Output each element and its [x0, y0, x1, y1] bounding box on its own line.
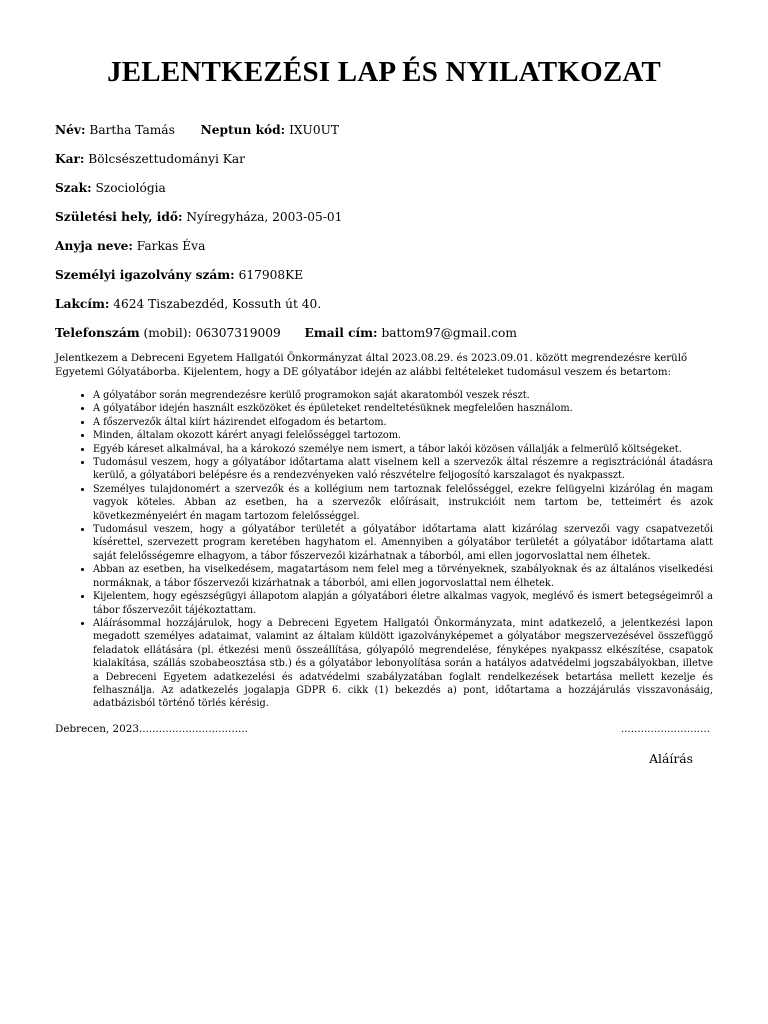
rule-item: • A gólyatábor idején használt eszközöket és épületeket rendeltetésüknek megfelelően használom.: [93, 402, 713, 415]
rules-list: [55, 389, 713, 711]
mother-label: Anyja neve:: [55, 239, 133, 253]
signature-line: ...........................: [620, 723, 710, 735]
rule-item: • Tudomásul veszem, hogy a gólyatábor időtartama alatt viselnem kell a szervezők által részemre a regisztrációnál átadásra kerülő, a gólyatábori belépésre és a rendezvényeken való részvételre feljogosító karszalagot és nyakpasszt.: [93, 456, 713, 483]
rule-item: • Abban az esetben, ha viselkedésem, magatartásom nem felel meg a törvényeknek, szabályoknak és az általános viselkedési normáknak, a tábor főszervezői kizárhatnak a táborból, ami ellen jogorvoslattal nem élhetek.: [93, 563, 713, 590]
intro-paragraph: Jelentkezem a Debreceni Egyetem Hallgatói Önkormányzat által 2023.08.29. és 2023.09.01. között megrendezésre kerülő Egyetemi Gólyatáborba. Kijelentem, hogy a DE gólyatábor idején az alábbi feltételeket tudomásul veszem és betartom:: [55, 353, 688, 378]
id-row: [55, 268, 303, 282]
rule-item: • Tudomásul veszem, hogy a gólyatábor területét a gólyatábor időtartama alatt kizárólag szervezői vagy csapatvezetői kísérettel, szervezett program keretében hagyhatom el. Amennyiben a gólyatábor területét a gólyatábor időtartama alatt saját felelősségemre elhagyom, a tábor főszervezői kizárhatnak a táborból, ami ellen jogorvoslattal nem élhetek.: [93, 523, 713, 563]
rule-item: • A főszervezők által kiírt házirendet elfogadom és betartom.: [93, 416, 713, 429]
signature-label: Aláírás: [649, 751, 693, 766]
name-label: Név:: [55, 123, 86, 137]
faculty-value: Bölcsészettudományi Kar: [88, 152, 245, 166]
birth-value: Nyíregyháza, 2003-05-01: [186, 210, 343, 224]
neptun-label: Neptun kód:: [200, 123, 286, 137]
major-row: [55, 181, 166, 195]
document-title: JELENTKEZÉSI LAP ÉS NYILATKOZAT: [107, 56, 661, 88]
neptun-value: IXU0UT: [289, 123, 339, 137]
major-value: Szociológia: [95, 181, 166, 195]
rule-item: • Kijelentem, hogy egészségügyi állapotom alapján a gólyatábori életre alkalmas vagyok, meglévő és ismert betegségeimről a tábor főszervezőit tájékoztattam.: [93, 590, 713, 617]
id-label: Személyi igazolvány szám:: [55, 268, 235, 282]
email-value: battom97@gmail.com: [381, 326, 517, 340]
phone-email-row: [55, 326, 517, 340]
faculty-row: [55, 152, 245, 166]
phone-label: Telefonszám: [55, 326, 140, 340]
mother-row: [55, 239, 205, 253]
mother-value: Farkas Éva: [136, 239, 206, 253]
rule-item: • A gólyatábor során megrendezésre kerülő programokon saját akaratomból veszek részt.: [93, 389, 713, 402]
address-value: 4624 Tiszabezdéd, Kossuth út 40.: [113, 297, 322, 311]
name-neptun-row: [55, 123, 339, 137]
rule-item: • Minden, általam okozott kárért anyagi felelősséggel tartozom.: [93, 429, 713, 442]
rule-item: • Egyéb káreset alkalmával, ha a károkozó személye nem ismert, a tábor lakói közösen vállalják a felmerülő költségeket.: [93, 443, 713, 456]
address-row: [55, 297, 321, 311]
birth-label: Születési hely, idő:: [55, 210, 183, 224]
name-value: Bartha Tamás: [89, 123, 175, 137]
rule-item: • Személyes tulajdonomért a szervezők és a kollégium nem tartoznak felelősséggel, ezekre felügyelni kizárólag én magam vagyok köteles. Abban az esetben, ha a szervezők előírásait, instrukcióit nem tartom be, tetteimért és azok következményeiért én magam tartozom felelősséggel.: [93, 483, 713, 523]
id-value: 617908KE: [238, 268, 304, 282]
date-line: Debrecen, 2023.................................: [55, 723, 248, 735]
birth-row: [55, 210, 342, 224]
faculty-label: Kar:: [55, 152, 85, 166]
rule-item: • Aláírásommal hozzájárulok, hogy a Debreceni Egyetem Hallgatói Önkormányzata, mint adatkezelő, a jelentkezési lapon megadott személyes adataimat, valamint az általam küldött igazolványképemet a gólyatábor megszervezésével összefüggő feladatok ellátására (pl. étkezési menü összeállítása, gólyapóló megrendelése, fényképes nyakpassz elkészítése, csapatok kialakítása, szállás szobabeosztása stb.) és a gólyatábor lebonyolítása során a hatályos adatvédelmi jogszabályokban, illetve a Debreceni Egyetem adatkezelési és adatvédelmi szabályzatában foglalt rendelkezések betartása mellett kezelje és felhasználja. Az adatkezelés jogalapja GDPR 6. cikk (1) bekezdés a) pont, időtartama a hozzájárulás visszavonásáig, adatbázisból történő törlés kérésig.: [93, 617, 713, 711]
major-label: Szak:: [55, 181, 92, 195]
phone-suffix: (mobil):: [143, 326, 192, 340]
phone-value: 06307319009: [195, 326, 281, 340]
address-label: Lakcím:: [55, 297, 110, 311]
email-label: Email cím:: [304, 326, 378, 340]
